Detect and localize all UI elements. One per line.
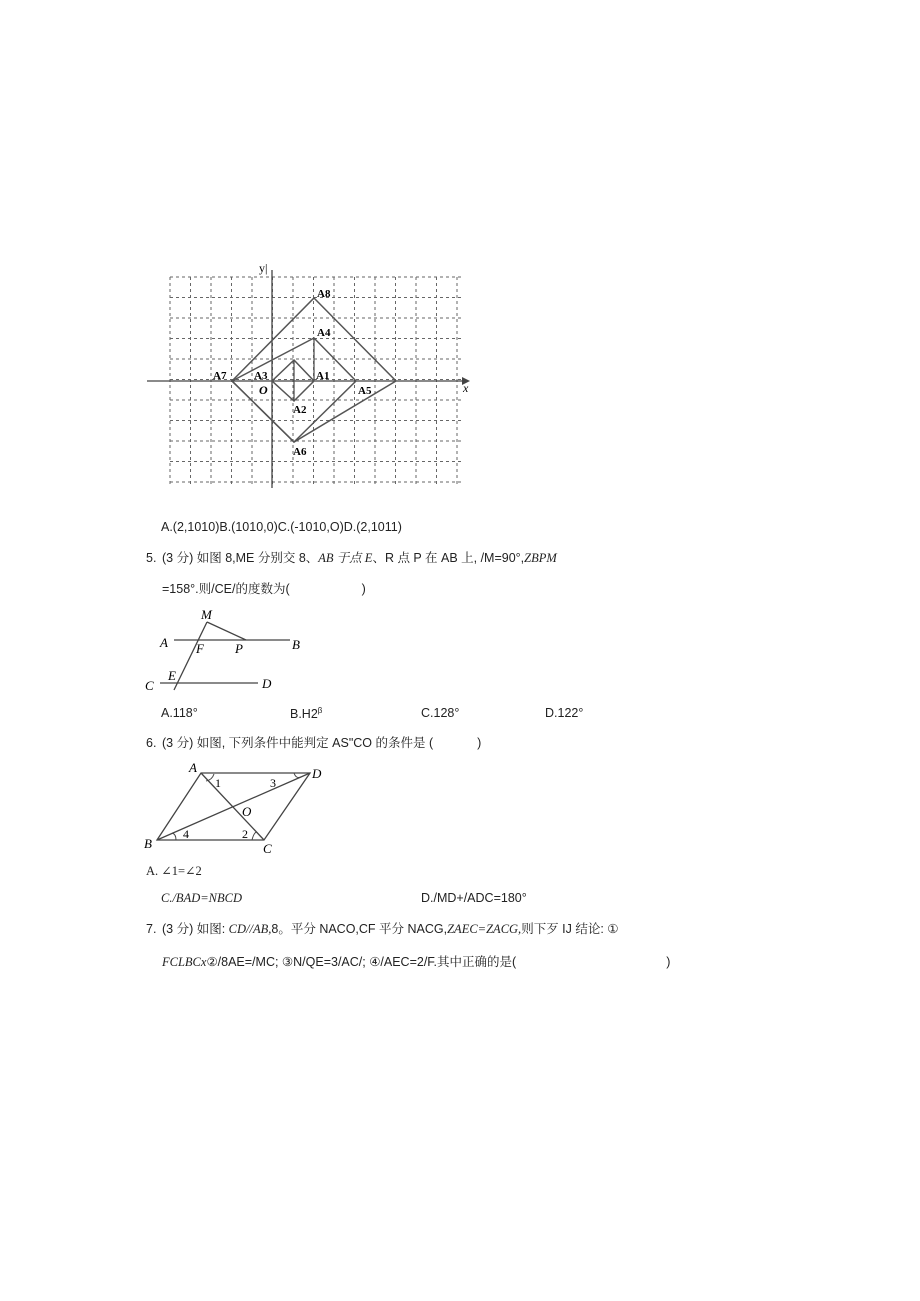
label-a5: A5 <box>358 385 372 397</box>
q5-option-c: C.128° <box>421 706 460 720</box>
q7-line2-c: /QE=3/AC/; ④/AEC=2/F.其中正确的是( <box>302 955 517 969</box>
q7-stem-line2 <box>162 956 670 969</box>
label-4: 4 <box>183 827 189 841</box>
q5-line1-e: ZBPM <box>524 551 557 565</box>
label-f: F <box>196 641 204 656</box>
q5-option-a: A.118° <box>161 706 198 720</box>
angle-arc-2 <box>252 832 257 840</box>
q7-stem-line1 <box>162 923 619 936</box>
angle-arc-3 <box>294 773 301 778</box>
q5-stem-line1 <box>162 552 557 565</box>
label-a6: A6 <box>293 446 307 458</box>
q5-option-b-main: B.H2 <box>290 707 318 722</box>
label-e: E <box>168 668 176 683</box>
q5-line2-a: =158°.则/CE/的度数为( <box>162 582 290 596</box>
label-d: D <box>312 766 322 781</box>
q7-line1-c: 8。平分 NACO,CF 平分 NACG, <box>271 922 448 936</box>
label-a3: A3 <box>254 370 268 382</box>
q7-line1-a: (3 分) 如图: <box>162 922 229 936</box>
q6-stem-end: ) <box>477 736 482 750</box>
q5-stem-line2 <box>162 583 366 596</box>
label-a4: A4 <box>317 327 331 339</box>
q6-number: 6. <box>146 736 157 750</box>
q7-number: 7. <box>146 922 157 936</box>
q4-grid-figure <box>140 255 480 495</box>
label-c: C <box>263 841 272 856</box>
label-m: M <box>201 607 212 622</box>
origin-label: O <box>259 383 268 397</box>
q6-option-c-text: C./BAD=NBCD <box>161 891 243 905</box>
q7-line2-a: FCLBCx <box>162 955 207 969</box>
x-axis-label: x <box>463 381 469 395</box>
label-a7: A7 <box>213 370 227 382</box>
line-mp <box>207 622 246 640</box>
q5-line1-c: 、R 点 P 在 AB 上, <box>372 551 481 565</box>
q5-line1-b: AB 于点 E <box>318 551 373 565</box>
q6-option-d: D./MD+/ADC=180° <box>421 891 527 905</box>
q6-option-c <box>161 892 242 905</box>
label-o: O <box>242 804 252 819</box>
q5-option-b-sup: β <box>317 706 323 715</box>
label-a: A <box>160 635 168 650</box>
label-2: 2 <box>242 827 248 841</box>
q5-line1-a: (3 分) 如图 8,ME 分别交 8、 <box>162 551 319 565</box>
q5-figure <box>140 605 310 695</box>
q7-line2-d: ) <box>666 955 671 969</box>
q5-option-b <box>290 707 322 721</box>
label-b: B <box>292 637 300 652</box>
q7-line1-b: CD//AB, <box>228 922 272 936</box>
q7-line2-b: ②/8AE=/MC; ③N <box>206 955 303 969</box>
angle-arc-4 <box>172 833 176 840</box>
label-b: B <box>144 836 152 851</box>
q6-stem <box>162 737 481 750</box>
label-3: 3 <box>270 776 276 790</box>
label-a8: A8 <box>317 288 331 300</box>
label-1: 1 <box>215 776 221 790</box>
y-axis-label: y| <box>259 261 268 275</box>
q6-figure <box>140 758 330 858</box>
q6-option-a: A. ∠1=∠2 <box>146 864 202 878</box>
q7-line1-e: 则下歹 IJ 结论: ① <box>521 922 619 936</box>
label-a2: A2 <box>293 404 307 416</box>
q5-line2-b: ) <box>361 582 366 596</box>
label-p: P <box>235 641 243 656</box>
q4-options: A.(2,1010)B.(1010,0)C.(-1010,O)D.(2,1011) <box>161 520 402 534</box>
q5-number: 5. <box>146 551 157 565</box>
q7-line1-d: ZAEC=ZACG, <box>447 922 522 936</box>
label-d: D <box>262 676 272 691</box>
label-a1: A1 <box>316 370 330 382</box>
q6-stem-main: (3 分) 如图, 下列条件中能判定 AS"CO 的条件是 ( <box>162 736 434 750</box>
label-c: C <box>145 678 154 693</box>
dashed-grid <box>170 277 462 487</box>
q5-line1-d: /M=90°, <box>480 551 525 565</box>
q5-option-d: D.122° <box>545 706 584 720</box>
label-a: A <box>189 760 197 775</box>
line-me <box>174 622 207 690</box>
